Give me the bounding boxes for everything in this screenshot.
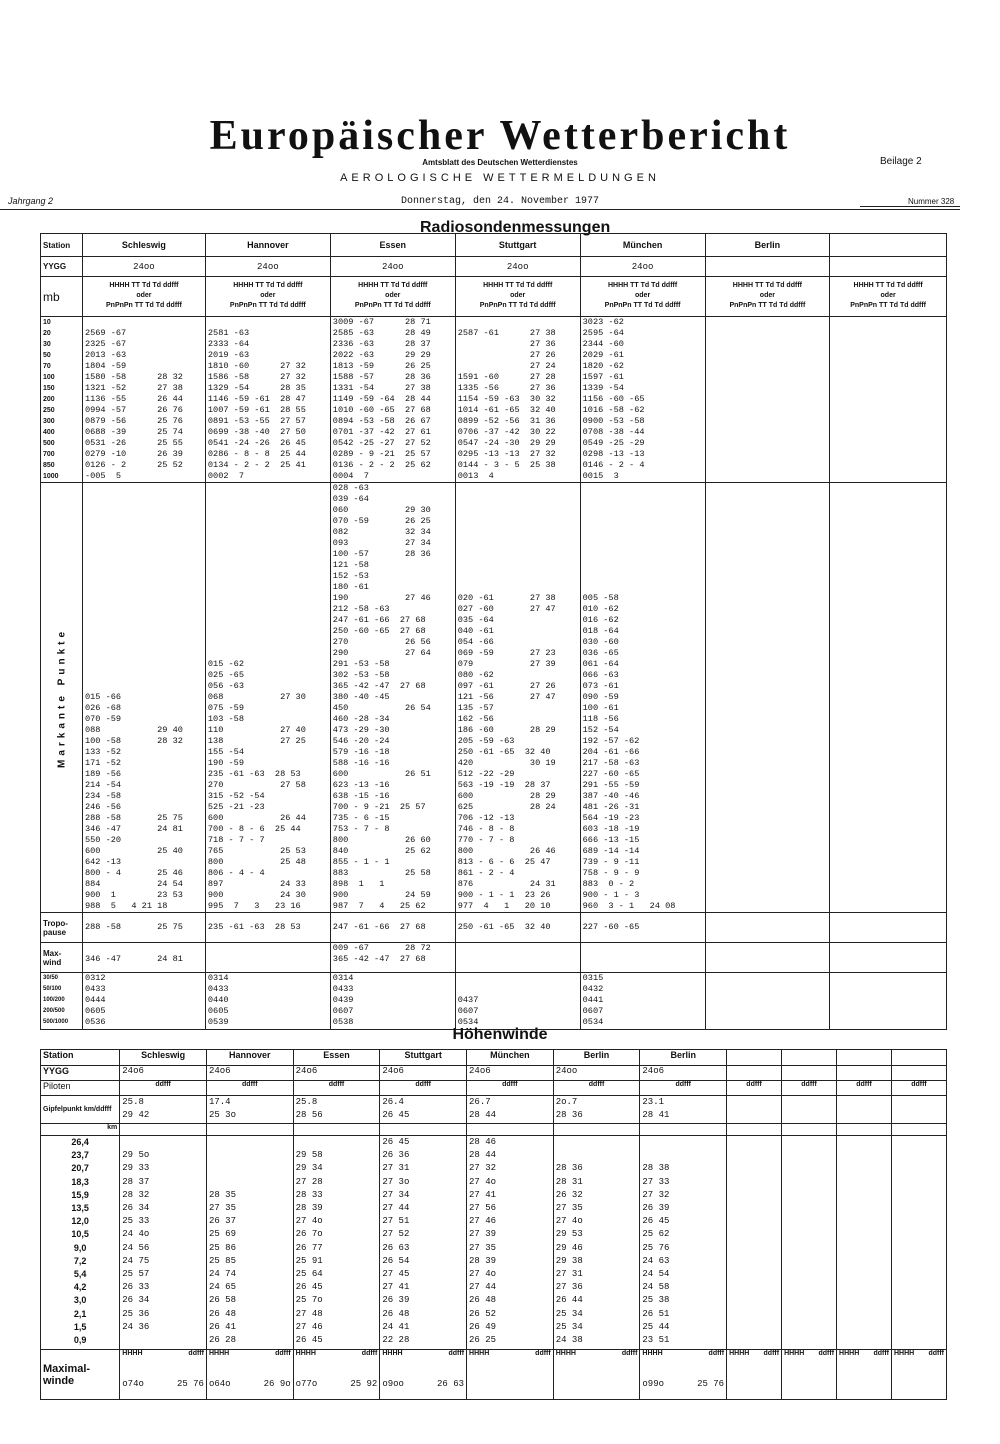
hhhh-label: HHHH [122,1350,143,1357]
maxwind-row [382,1379,464,1389]
station-name [892,1050,947,1066]
column-header-line-1: HHHH TT Td Td ddfff [483,282,553,289]
gipfelpunkt-label: Gipfelpunkt [43,1106,82,1113]
maxwind-value [205,943,330,973]
maxwind-value: 009 -67 28 72 365 -42 -47 27 68 [330,943,455,973]
yygg-label: YYGG [41,1066,120,1081]
station-name: Stuttgart [455,234,580,257]
hoehenwinde-table [40,1049,947,1400]
maxwind-height: o64o [208,1379,231,1389]
mb-label: mb [41,277,83,317]
column-header-line-2: PnPnPn TT Td Td ddfff [604,302,681,309]
yygg-value: 24oo [205,257,330,277]
significant-points: 020 -61 27 38 027 -60 27 47 035 -64 040 -61 054 -66 069 -59 27 23 079 27 39 080 -62 097 -61 27 26 121 -56 27 47 135 -57 162 -56 186 -60 28 29 205 -59 -63 250 -61 -65 32 40 420 30 19 512 -22 -29 563 -19 -19 28 37 600 28 29 625 28 24 706 -12 -13 746 - 8 - 8 770 - 7 - 8 800 26 46 813 - 6 - 6 25 47 861 - 2 - 4 876 24 31 900 - 1 - 1 23 26 977 4 1 20 10 [455,483,580,913]
gipfel-cell [892,1096,947,1124]
significant-points: 015 -62 025 -65 056 -63 068 27 30 075 -59 103 -58 110 27 40 138 27 25 155 -54 190 -59 235 -61 -63 28 53 270 27 58 315 -52 -54 525 -21 -23 600 26 44 700 - 8 - 6 25 44 718 - 7 - 7 765 25 53 800 25 48 806 - 4 - 4 897 24 33 900 24 30 995 7 3 23 16 [205,483,330,913]
piloten-unit: ddfff [553,1081,640,1096]
piloten-unit: ddfff [782,1081,837,1096]
yygg-value: 24o6 [640,1066,727,1081]
yygg-value: 24oo [330,257,455,277]
spacer-cell [206,1124,293,1136]
column-header-oder: oder [880,292,896,299]
piloten-unit: ddfff [640,1081,727,1096]
maxwind-header [469,1350,551,1357]
station-name [782,1050,837,1066]
ddfff-unit: ddfff [95,1106,112,1113]
maxwind-cell [782,1350,837,1400]
tropopause-label: Tropo- pause [41,913,83,943]
standard-levels: 2587 -61 27 38 27 36 27 26 27 24 1591 -60 27 28 1335 -56 27 36 1154 -59 -63 30 32 1014 -61 -65 32 40 0899 -52 -56 31 36 0706 -37 -42 30 22 0547 -24 -30 29 29 0295 -13 -13 27 32 0144 - 3 - 5 25 38 0013 4 [455,317,580,483]
maxwind-header [784,1350,834,1357]
maxwind-row [642,1379,724,1389]
tropopause-value: 235 -61 -63 28 53 [205,913,330,943]
maxwind-value: 25 92 [350,1379,378,1389]
maxwind-height: o77o [295,1379,318,1389]
maxwind-row [122,1379,204,1389]
station-name: Hannover [205,234,330,257]
gipfel-wind: 26 45 [382,1110,410,1120]
header-rule [0,209,960,210]
page-subtitle-2: AEROLOGISCHE WETTERMELDUNGEN [340,172,660,184]
yygg-value: 24o6 [293,1066,380,1081]
column-header-oder: oder [136,292,152,299]
tropopause-value: 247 -61 -66 27 68 [330,913,455,943]
gipfel-km: 23.1 [642,1097,665,1107]
column-header-oder: oder [759,292,775,299]
maxwind-cell [553,1350,640,1400]
standard-levels [705,317,830,483]
piloten-unit: ddfff [120,1081,207,1096]
column-header [830,277,947,317]
gipfel-cell [120,1096,207,1124]
mb-levels: 10 20 30 50 70 100 150 200 250 300 400 500 700 850 1000 [41,317,83,483]
wind-values: 28 36 28 31 26 32 27 35 27 4o 29 53 29 46 29 38 27 31 27 36 26 44 25 34 25 34 24 38 [553,1136,640,1350]
ddfff-label: ddfff [818,1350,835,1357]
standard-levels: 2569 -67 2325 -67 2013 -63 1804 -59 1580 -58 28 32 1321 -52 27 38 1136 -55 26 44 0994 -57 26 76 0879 -56 25 76 0688 -39 25 74 0531 -26 25 55 0279 -10 26 39 0126 - 2 25 52 -005 5 [82,317,205,483]
significant-points [705,483,830,913]
km-levels: 26,4 23,7 20,7 18,3 15,9 13,5 12,0 10,5 9,0 7,2 5,4 4,2 3,0 2,1 1,5 0,9 [41,1136,120,1350]
layer-thickness: 0312 0433 0444 0605 0536 [82,973,205,1030]
ddfff-label: ddfff [708,1350,725,1357]
station-name: München [467,1050,554,1066]
yygg-value [705,257,830,277]
spacer-cell [892,1124,947,1136]
yygg-value: 24oo [455,257,580,277]
maximal-winde-label: Maximal- winde [41,1350,120,1400]
yygg-value: 24oo [553,1066,640,1081]
maxwind-cell [467,1350,554,1400]
wind-values [782,1136,837,1350]
tropopause-value: 288 -58 25 75 [82,913,205,943]
column-header [580,277,705,317]
date-label: Donnerstag, den 24. November 1977 [400,196,600,207]
spacer-cell [380,1124,467,1136]
spacer-cell [837,1124,892,1136]
hhhh-label: HHHH [295,1350,316,1357]
column-header-line-2: PnPnPn TT Td Td ddfff [850,302,927,309]
column-header-oder: oder [385,292,401,299]
tropopause-value: 250 -61 -65 32 40 [455,913,580,943]
ddfff-label: ddfff [361,1350,378,1357]
hoehenwinde-title: Höhenwinde [452,1026,548,1043]
column-header-line-2: PnPnPn TT Td Td ddfff [479,302,556,309]
yygg-label: YYGG [41,257,83,277]
maxwind-value: 346 -47 24 81 [82,943,205,973]
tropopause-value [830,913,947,943]
gipfel-wind: 28 41 [642,1110,670,1120]
column-header [330,277,455,317]
hhhh-label: HHHH [469,1350,490,1357]
station-name: Schleswig [120,1050,207,1066]
maxwind-cell [206,1350,293,1400]
ddfff-label: ddfff [873,1350,889,1357]
wind-values [892,1136,947,1350]
station-name [727,1050,782,1066]
gipfel-km: 17.4 [208,1097,231,1107]
maxwind-header [894,1350,944,1357]
yygg-value [892,1066,947,1081]
yygg-value: 24o6 [206,1066,293,1081]
piloten-unit: ddfff [293,1081,380,1096]
gipfel-km: 26.7 [469,1097,491,1107]
gipfel-km: 2o.7 [555,1097,578,1107]
yygg-value: 24o6 [380,1066,467,1081]
station-name: Berlin [705,234,830,257]
significant-points [830,483,947,913]
station-name: Berlin [553,1050,640,1066]
volume-label: Jahrgang 2 [8,196,54,206]
piloten-unit: ddfff [727,1081,782,1096]
layer-thickness: 0314 0433 0439 0607 0538 [330,973,455,1030]
supplement-label: Beilage 2 [880,156,922,167]
hhhh-label: HHHH [555,1350,576,1357]
gipfel-wind: 28 36 [555,1110,583,1120]
station-name: Schleswig [82,234,205,257]
standard-levels: 3023 -62 2595 -64 2344 -60 2029 -61 1820 -62 1597 -61 1339 -54 1156 -60 -65 1016 -58 -62 0900 -53 -58 0708 -38 -44 0549 -25 -29 0298 -13 -13 0146 - 2 - 4 0015 3 [580,317,705,483]
gipfel-cell [837,1096,892,1124]
maxwind-cell [837,1350,892,1400]
column-header-line-2: PnPnPn TT Td Td ddfff [229,302,306,309]
wind-values: 28 38 27 33 27 32 26 39 26 45 25 62 25 76 24 63 24 54 24 58 25 38 26 51 25 44 23 51 [640,1136,727,1350]
station-name [837,1050,892,1066]
wind-values [727,1136,782,1350]
issue-number: Nummer 328 [908,197,955,206]
tropopause-value [705,913,830,943]
standard-levels [830,317,947,483]
page-title: Europäischer Wetterbericht [209,113,791,159]
layer-labels: 30/50 50/100 100/200 200/500 500/1000 [41,973,83,1030]
maxwind-value: 25 76 [697,1379,725,1389]
column-header-line-2: PnPnPn TT Td Td ddfff [106,302,182,309]
station-label: Station [41,234,83,257]
gipfel-km: 26.4 [382,1097,404,1107]
piloten-unit: ddfff [380,1081,467,1096]
yygg-value [782,1066,837,1081]
gipfel-km: 25.8 [122,1097,144,1107]
spacer-cell [553,1124,640,1136]
ddfff-label: ddfff [535,1350,551,1357]
hhhh-label: HHHH [894,1350,915,1357]
maxwind-header [382,1350,464,1357]
gipfel-wind: 28 56 [295,1110,323,1120]
ddfff-label: ddfff [188,1350,204,1357]
spacer-cell [640,1124,727,1136]
layer-thickness: 0437 0607 0534 [455,973,580,1030]
piloten-label: Piloten [41,1081,120,1096]
maxwind-cell [293,1350,380,1400]
piloten-unit: ddfff [837,1081,892,1096]
spacer-cell [727,1124,782,1136]
maxwind-cell [640,1350,727,1400]
maxwind-value: 26 63 [437,1379,465,1389]
gipfel-wind: 29 42 [122,1110,150,1120]
maxwind-header [556,1350,638,1357]
hhhh-label: HHHH [208,1350,230,1357]
gipfel-cell [782,1096,837,1124]
maxwind-value [830,943,947,973]
maxwind-cell [727,1350,782,1400]
station-name: Berlin [640,1050,727,1066]
spacer-cell [467,1124,554,1136]
hhhh-label: HHHH [382,1350,403,1357]
spacer-cell [120,1124,207,1136]
ddfff-label: ddfff [621,1350,638,1357]
hhhh-label: HHHH [642,1350,663,1357]
gipfel-cell [727,1096,782,1124]
column-header-line-1: HHHH TT Td Td ddfff [358,282,428,289]
significant-points-label: Markante Punkte [41,483,83,913]
radiosonde-table [40,233,947,1030]
station-name [830,234,947,257]
station-name: Hannover [206,1050,293,1066]
maxwind-header [122,1350,204,1357]
maxwind-cell [380,1350,467,1400]
gipfel-cell [553,1096,640,1124]
wind-values: 29 5o 29 33 28 37 28 32 26 34 25 33 24 4o 24 56 24 75 25 57 26 33 26 34 25 36 24 36 [120,1136,207,1350]
column-header-line-1: HHHH TT Td Td ddfff [607,282,678,289]
wind-values: 26 45 26 36 27 31 27 3o 27 34 27 44 27 51 27 52 26 63 26 54 27 45 27 41 26 39 26 48 24 41 22 28 [380,1136,467,1350]
layer-thickness: 0314 0433 0440 0605 0539 [205,973,330,1030]
gipfel-cell [640,1096,727,1124]
yygg-value [830,257,947,277]
maxwind-row [209,1379,291,1389]
wind-values: 29 58 29 34 27 28 28 33 28 39 27 4o 26 7o 26 77 25 91 25 64 26 45 25 7o 27 48 27 46 26 45 [293,1136,380,1350]
yygg-value [837,1066,892,1081]
wind-values: 28 46 28 44 27 32 27 4o 27 41 27 56 27 46 27 39 27 35 28 39 27 4o 27 44 26 48 26 52 26 49 26 25 [467,1136,554,1350]
column-header [705,277,830,317]
piloten-unit: ddfff [467,1081,554,1096]
wind-values: 28 35 27 35 26 37 25 69 25 86 25 85 24 74 24 65 26 58 26 48 26 41 26 28 [206,1136,293,1350]
column-header-line-2: PnPnPn TT Td Td ddfff [729,302,806,309]
layer-thickness [830,973,947,1030]
ddfff-label: ddfff [763,1350,780,1357]
significant-points: 028 -63 039 -64 060 29 30 070 -59 26 25 082 32 34 093 27 34 100 -57 28 36 121 -58 152 -53 180 -61 190 27 46 212 -58 -63 247 -61 -66 27 68 250 -60 -65 27 68 270 26 56 290 27 64 291 -53 -58 302 -53 -58 365 -42 -47 27 68 380 -40 -45 450 26 54 460 -28 -34 473 -29 -30 546 -20 -24 579 -16 -18 588 -16 -16 600 26 51 623 -13 -16 638 -15 -16 700 - 9 -21 25 57 735 - 6 -15 753 - 7 - 8 800 26 60 840 25 62 855 - 1 - 1 883 25 58 898 1 1 900 24 59 987 7 4 25 62 [330,483,455,913]
column-header-line-1: HHHH TT Td Td ddfff [732,282,802,289]
gipfel-wind: 28 44 [469,1110,497,1120]
maxwind-value [455,943,580,973]
gipfel-cell [293,1096,380,1124]
column-header-line-1: HHHH TT Td Td ddfff [109,282,179,289]
maxwind-value: 25 76 [176,1379,204,1389]
page-subtitle: Amtsblatt des Deutschen Wetterdienstes [422,158,578,167]
column-header-line-1: HHHH TT Td Td ddfff [853,282,923,289]
ddfff-label: ddfff [448,1350,465,1357]
radiosonde-title: Radiosondenmessungen [420,219,611,236]
yygg-value: 24o6 [467,1066,554,1081]
gipfel-cell [380,1096,467,1124]
gipfel-wind: 25 3o [208,1110,236,1120]
km-header: km [41,1124,120,1136]
maxwind-height: o99o [642,1379,665,1389]
maxwind-header [209,1350,291,1357]
maxwind-value: 26 9o [263,1379,291,1389]
yygg-value: 24o6 [120,1066,207,1081]
column-header-line-2: PnPnPn TT Td Td ddfff [354,302,431,309]
column-header [205,277,330,317]
column-header-oder: oder [510,292,526,299]
maxwind-value [580,943,705,973]
wind-values [837,1136,892,1350]
header-rule-short [860,206,960,207]
layer-thickness [705,973,830,1030]
km-unit: km [83,1106,94,1113]
hhhh-label: HHHH [784,1350,805,1357]
piloten-unit: ddfff [206,1081,293,1096]
station-name: Essen [330,234,455,257]
spacer-cell [293,1124,380,1136]
maxwind-height: o74o [122,1379,144,1389]
maxwind-height: o9oo [382,1379,404,1389]
maxwind-value [705,943,830,973]
ddfff-label: ddfff [275,1350,291,1357]
layer-thickness: 0315 0432 0441 0607 0534 [580,973,705,1030]
ddfff-label: ddfff [928,1350,944,1357]
station-name: Essen [293,1050,380,1066]
column-header-oder: oder [635,292,651,299]
gipfel-km: 25.8 [295,1097,318,1107]
maxwind-row [296,1379,378,1389]
gipfel-cell [206,1096,293,1124]
yygg-value: 24oo [82,257,205,277]
yygg-value: 24oo [580,257,705,277]
maxwind-cell [120,1350,207,1400]
column-header [455,277,580,317]
station-label: Station [41,1050,120,1066]
standard-levels: 3009 -67 28 71 2585 -63 28 49 2336 -63 28 37 2022 -63 29 29 1813 -59 26 25 1588 -57 28 36 1331 -54 27 38 1149 -59 -64 28 44 1010 -60 -65 27 68 0894 -53 -58 26 67 0701 -37 -42 27 61 0542 -25 -27 27 52 0289 - 9 -21 25 57 0136 - 2 - 2 25 62 0004 7 [330,317,455,483]
maxwind-header [729,1350,779,1357]
piloten-unit: ddfff [892,1081,947,1096]
maxwind-label: Max- wind [41,943,83,973]
gipfel-cell [467,1096,554,1124]
station-name: München [580,234,705,257]
hhhh-label: HHHH [729,1350,750,1357]
spacer-cell [782,1124,837,1136]
maxwind-cell [892,1350,947,1400]
maxwind-header [296,1350,378,1357]
station-name: Stuttgart [380,1050,467,1066]
hhhh-label: HHHH [839,1350,860,1357]
significant-points: 015 -66 026 -68 070 -59 088 29 40 100 -58 28 32 133 -52 171 -52 189 -56 214 -54 234 -58 246 -56 288 -58 25 75 346 -47 24 81 550 -20 600 25 40 642 -13 800 - 4 25 46 884 24 54 900 1 23 53 988 5 4 21 18 [82,483,205,913]
maxwind-header [839,1350,889,1357]
yygg-value [727,1066,782,1081]
column-header-line-1: HHHH TT Td Td ddfff [233,282,303,289]
maxwind-header [642,1350,724,1357]
tropopause-value: 227 -60 -65 [580,913,705,943]
significant-points: 005 -58 010 -62 016 -62 018 -64 030 -60 036 -65 061 -64 066 -63 073 -61 090 -59 100 -61 118 -56 152 -54 192 -57 -62 204 -61 -66 217 -58 -63 227 -60 -65 291 -55 -59 387 -40 -46 481 -26 -31 564 -19 -23 603 -18 -19 666 -13 -15 689 -14 -14 739 - 9 -11 758 - 9 - 9 883 0 - 2 900 - 1 - 3 960 3 - 1 24 08 [580,483,705,913]
column-header-oder: oder [260,292,276,299]
column-header [82,277,205,317]
gipfelpunkt-header: Gipfelpunkt km/ddfff [41,1096,120,1124]
standard-levels: 2581 -63 2333 -64 2019 -63 1810 -60 27 32 1586 -58 27 32 1329 -54 28 35 1146 -59 -61 28 47 1007 -59 -61 28 55 0891 -53 -55 27 57 0699 -38 -40 27 50 0541 -24 -26 26 45 0286 - 8 - 8 25 44 0134 - 2 - 2 25 41 0002 7 [205,317,330,483]
